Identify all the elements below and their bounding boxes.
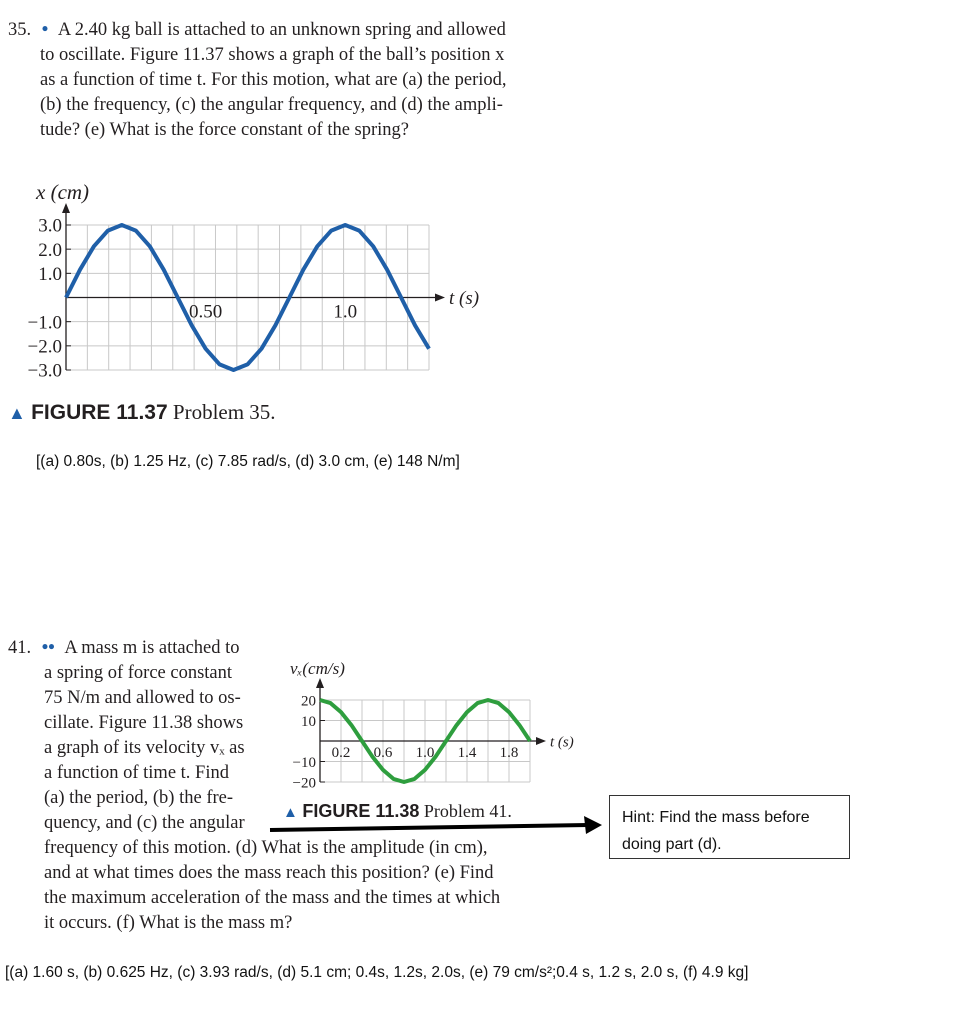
y-tick-label: −1.0 [27,312,62,334]
x-axis-arrow-icon [536,737,546,745]
difficulty-dots-icon: •• [41,638,55,658]
problem-41-line-text: quency, and (c) the angular [44,813,245,833]
x-tick-label: 0.6 [373,745,393,761]
problem-41-line-text: cillate. Figure 11.38 shows [44,713,244,733]
y-tick-label: 2.0 [38,239,62,261]
problem-35-line-text: as a function of time t. For this motion, what are (a) the period, [40,70,507,90]
y-axis-arrow-icon [62,203,70,213]
problem-41-line-text: a spring of force constant [44,663,233,683]
difficulty-dot-icon: • [41,20,49,40]
y-tick-label: −3.0 [27,360,62,382]
problem-41-answer: [(a) 1.60 s, (b) 0.625 Hz, (c) 3.93 rad/s, (d) 5.1 cm; 0.4s, 1.2s, 2.0s, (e) 79 cm/s²;0.4 s, 1.2 s, 2.0 s, (f) 4.9 kg] [5,964,749,981]
problem-35-line-text: to oscillate. Figure 11.37 shows a graph of the ball’s position x [40,45,505,65]
problem-41-line-text: a function of time t. Find [44,763,229,783]
problem-35-answer: [(a) 0.80s, (b) 1.25 Hz, (c) 7.85 rad/s, (d) 3.0 cm, (e) 148 N/m] [36,453,460,470]
problem-41-number: 41. [8,638,32,658]
figure-11-38-chart [278,640,598,800]
y-axis-label: x (cm) [36,180,90,204]
problem-35-line-text: tude? (e) What is the force constant of the spring? [40,120,410,140]
figure-label: FIGURE 11.38 [302,801,420,821]
x-tick-label: 0.50 [188,301,223,323]
triangle-icon: ▲ [283,805,298,821]
triangle-icon: ▲ [8,403,26,423]
figure-caption-text: Problem 35. [172,400,276,424]
y-tick-label: −2.0 [27,336,62,358]
y-axis-label: vₓ(cm/s) [290,659,345,678]
problem-41-line-text: 75 N/m and allowed to os- [44,688,241,708]
problem-35-line [8,18,507,43]
problem-35-line-text: A 2.40 kg ball is attached to an unknown spring and allowed [57,20,506,40]
problem-35-text [8,18,507,143]
x-axis-arrow-icon [435,294,445,302]
figure-11-37-caption [8,400,276,425]
problem-41-line-text: a graph of its velocity vₓ as [44,738,245,758]
problem-41-line-text: frequency of this motion. (d) What is the amplitude (in cm), [44,838,488,858]
problem-35-line-text: (b) the frequency, (c) the angular frequency, and (d) the ampli- [40,95,503,115]
hint-arrow-icon [268,815,608,845]
x-tick-label: 1.0 [333,301,358,323]
problem-41-line-text: it occurs. (f) What is the mass m? [44,913,293,933]
figure-11-37-chart [0,165,520,395]
problem-41-line-text: A mass m is attached to [64,638,240,658]
problem-41-line-text: (a) the period, (b) the fre- [44,788,234,808]
y-tick-label: −10 [292,754,316,771]
y-tick-label: 3.0 [38,215,62,237]
y-tick-label: −20 [292,775,316,792]
hint-line: Hint: Find the mass before [622,809,810,826]
problem-41-line-text: and at what times does the mass reach this position? (e) Find [44,863,494,883]
y-tick-label: 1.0 [38,263,62,285]
x-tick-label: 1.0 [415,745,435,761]
hint-box [609,795,850,859]
y-tick-label: 10 [301,713,316,730]
y-tick-label: 20 [301,693,316,710]
x-axis-label: t (s) [550,734,574,751]
hint-line: doing part (d). [622,836,722,853]
x-tick-label: 0.2 [331,745,351,761]
x-tick-label: 1.8 [499,745,519,761]
problem-41-line-text: the maximum acceleration of the mass and the times at which [44,888,501,908]
y-axis-arrow-icon [316,678,324,688]
figure-label: FIGURE 11.37 [31,401,168,424]
x-tick-label: 1.4 [457,745,477,761]
problem-35-number: 35. [8,20,32,40]
figure-caption-text: Problem 41. [423,801,512,821]
x-axis-label: t (s) [449,288,480,310]
